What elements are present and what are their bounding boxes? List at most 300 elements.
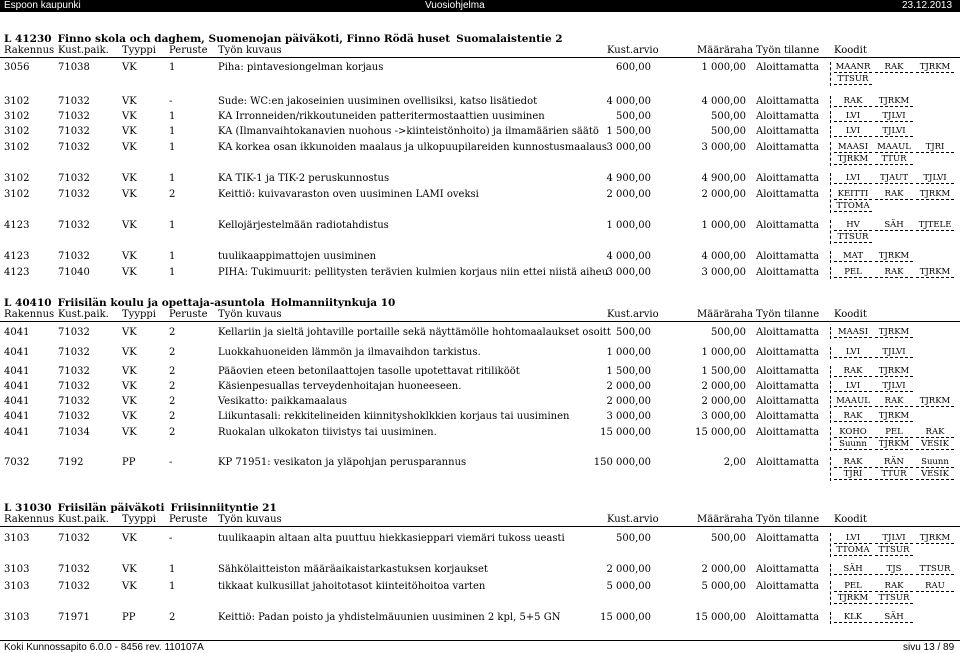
code-group [834, 533, 954, 557]
cell-peruste: 1 [169, 581, 176, 592]
table-row [0, 250, 960, 263]
cell-arvio: 3 000,00 [606, 267, 651, 278]
cell-maararaha: 2 000,00 [701, 381, 746, 392]
code-badge: RAK [875, 396, 913, 407]
code-badge: TTSUR [834, 74, 872, 85]
cell-arvio: 500,00 [616, 533, 651, 544]
table-row [0, 110, 960, 123]
cell-tyyppi: VK [122, 111, 137, 122]
table-row [0, 580, 960, 593]
column-header-tilanne: Työn tilanne [756, 514, 820, 525]
cell-arvio: 1 500,00 [606, 366, 651, 377]
code-group [834, 251, 954, 263]
cell-kuvaus: Luokkahuoneiden lämmön ja ilmavaihdon tarkistus. [218, 347, 481, 358]
cell-tilanne: Aloittamatta [756, 142, 820, 153]
code-badge: TJRKM [875, 96, 913, 107]
cell-arvio: 150 000,00 [593, 457, 651, 468]
code-badge: TJLVI [875, 126, 913, 137]
table-row [0, 172, 960, 185]
cell-peruste: - [169, 96, 173, 107]
cell-kust: 7192 [58, 457, 84, 468]
cell-peruste: 1 [169, 142, 176, 153]
code-badge: TTUR [875, 154, 913, 165]
code-group-border [830, 366, 831, 378]
code-badge: TTSUR [875, 593, 913, 604]
code-badge: TTSUR [916, 564, 954, 575]
section-title [4, 33, 569, 45]
cell-kust: 71032 [58, 220, 90, 231]
code-line [834, 366, 954, 378]
code-badge: RÄN [875, 457, 913, 468]
code-badge: VESIK [916, 469, 954, 480]
cell-kust: 71032 [58, 96, 90, 107]
code-badge: TJRKM [875, 411, 913, 422]
section-name: Finno skola och daghem, Suomenojan päiväkoti, Finno Rödä huset [57, 33, 451, 45]
cell-arvio: 1 000,00 [606, 347, 651, 358]
code-badge: KLK [834, 612, 872, 623]
cell-tyyppi: VK [122, 96, 137, 107]
code-badge: RAK [875, 581, 913, 592]
code-badge: LVI [834, 173, 872, 184]
column-header-tilanne: Työn tilanne [756, 45, 820, 56]
cell-tyyppi: VK [122, 411, 137, 422]
code-badge: LVI [834, 533, 872, 544]
section-code: L 31030 [4, 502, 52, 514]
code-group-border [830, 612, 831, 624]
cell-rak: 3103 [4, 612, 30, 623]
footer-page-number: sivu 13 / 89 [903, 642, 955, 653]
header-date: 23.12.2013 [902, 0, 953, 11]
code-badge: TTOMA [834, 545, 872, 556]
column-header-tyyppi: Tyyppi [122, 309, 156, 320]
code-line [834, 545, 954, 557]
cell-maararaha: 500,00 [711, 111, 746, 122]
column-header-tilanne: Työn tilanne [756, 309, 820, 320]
code-badge: LVI [834, 111, 872, 122]
code-group-border [830, 126, 831, 138]
cell-rak: 3056 [4, 62, 30, 73]
code-group [834, 142, 954, 166]
section-title [4, 297, 401, 309]
code-badge: MAAUL [875, 142, 913, 153]
code-line [834, 251, 954, 263]
code-badge: KOHO [834, 427, 872, 438]
cell-kuvaus: Piha: pintavesiongelman korjaus [218, 62, 384, 73]
code-badge: RAK [916, 427, 954, 438]
code-badge: Suunn [916, 457, 954, 468]
code-badge: TJRI [834, 469, 872, 480]
code-badge: TTOMA [834, 201, 872, 212]
cell-rak: 3102 [4, 142, 30, 153]
cell-rak: 3102 [4, 189, 30, 200]
cell-kust: 71032 [58, 111, 90, 122]
code-group [834, 96, 954, 108]
cell-peruste: 1 [169, 173, 176, 184]
code-group-border [830, 581, 831, 605]
section-title [4, 502, 283, 514]
column-header-kustpaik: Kust.paik. [58, 45, 109, 56]
cell-tyyppi: VK [122, 267, 137, 278]
column-header-koodit: Koodit [834, 45, 867, 56]
header-organization: Espoon kaupunki [4, 0, 81, 11]
code-badge: TTSUR [875, 545, 913, 556]
code-group-border [830, 564, 831, 576]
cell-kuvaus: KA TIK-1 ja TIK-2 peruskunnostus [218, 173, 390, 184]
cell-maararaha: 1 000,00 [701, 347, 746, 358]
code-badge: TJRKM [875, 366, 913, 377]
cell-tyyppi: VK [122, 220, 137, 231]
code-badge: MAASI [834, 142, 872, 153]
code-badge: TJAUT [875, 173, 913, 184]
code-line [834, 439, 954, 451]
section-name: Friisilän päiväkoti [57, 502, 165, 514]
footer-software-version: Koki Kunnossapito 6.0.0 - 8456 rev. 110107A [4, 642, 204, 653]
cell-tyyppi: PP [122, 457, 136, 468]
cell-peruste: 2 [169, 366, 176, 377]
code-badge: TJLVI [875, 347, 913, 358]
cell-tyyppi: VK [122, 581, 137, 592]
code-badge: SÄH [875, 612, 913, 623]
cell-kuvaus: Keittiö: Padan poisto ja yhdistelmäuunien uusiminen 2 kpl, 5+5 GN [218, 612, 561, 623]
cell-arvio: 3 000,00 [606, 142, 651, 153]
code-line [834, 347, 954, 359]
code-badge: RAK [875, 267, 913, 278]
cell-tyyppi: VK [122, 189, 137, 200]
code-badge: RAK [834, 366, 872, 377]
cell-tilanne: Aloittamatta [756, 111, 820, 122]
code-line [834, 62, 954, 74]
cell-kust: 71032 [58, 366, 90, 377]
cell-kust: 71032 [58, 126, 90, 137]
cell-arvio: 1 500,00 [606, 126, 651, 137]
cell-kuvaus: KA korkea osan ikkunoiden maalaus ja ulkopuupilareiden kunnostusmaalaus [218, 142, 607, 153]
column-header-kuvaus: Työn kuvaus [218, 309, 282, 320]
cell-peruste: 2 [169, 396, 176, 407]
cell-tyyppi: VK [122, 347, 137, 358]
code-badge: MAASI [834, 327, 872, 338]
code-line [834, 533, 954, 545]
cell-kuvaus: KA (Ilmanvaihtokanavien nuohous ->kiinteistönhoito) ja ilmamäärien säätö [218, 126, 599, 137]
cell-tilanne: Aloittamatta [756, 581, 820, 592]
code-badge: PEL [834, 581, 872, 592]
code-line [834, 173, 954, 185]
table-row [0, 326, 960, 339]
cell-maararaha: 1 000,00 [701, 62, 746, 73]
cell-peruste: 2 [169, 189, 176, 200]
code-badge: KEITTI [834, 189, 872, 200]
code-group [834, 347, 954, 359]
code-group [834, 366, 954, 378]
cell-kust: 71032 [58, 381, 90, 392]
code-line [834, 74, 954, 86]
code-line [834, 396, 954, 408]
cell-kust: 71032 [58, 347, 90, 358]
code-group [834, 457, 954, 481]
code-group [834, 381, 954, 393]
code-line [834, 581, 954, 593]
cell-peruste: 2 [169, 612, 176, 623]
code-badge: TJRKM [875, 327, 913, 338]
cell-peruste: 2 [169, 381, 176, 392]
cell-tilanne: Aloittamatta [756, 533, 820, 544]
code-line [834, 96, 954, 108]
cell-arvio: 2 000,00 [606, 381, 651, 392]
code-line [834, 411, 954, 423]
code-badge: TJLVI [875, 111, 913, 122]
cell-tilanne: Aloittamatta [756, 457, 820, 468]
table-row [0, 532, 960, 545]
cell-tyyppi: VK [122, 533, 137, 544]
cell-kust: 71032 [58, 189, 90, 200]
cell-kuvaus: Pääovien eteen betonilaattojen tasolle upotettavat ritilikööt [218, 366, 520, 377]
cell-rak: 3102 [4, 96, 30, 107]
column-header-row [0, 514, 960, 527]
cell-kuvaus: tuulikaappimattojen uusiminen [218, 251, 377, 262]
column-header-tyyppi: Tyyppi [122, 514, 156, 525]
table-row [0, 141, 960, 154]
cell-maararaha: 5 000,00 [701, 581, 746, 592]
cell-tilanne: Aloittamatta [756, 396, 820, 407]
cell-tilanne: Aloittamatta [756, 220, 820, 231]
column-header-koodit: Koodit [834, 309, 867, 320]
code-line [834, 232, 954, 244]
cell-rak: 4041 [4, 366, 30, 377]
code-line [834, 381, 954, 393]
cell-maararaha: 2 000,00 [701, 564, 746, 575]
cell-tilanne: Aloittamatta [756, 126, 820, 137]
cell-arvio: 3 000,00 [606, 411, 651, 422]
cell-rak: 4123 [4, 220, 30, 231]
column-header-kuvaus: Työn kuvaus [218, 45, 282, 56]
cell-arvio: 2 000,00 [606, 564, 651, 575]
code-group-border [830, 533, 831, 557]
cell-rak: 3102 [4, 126, 30, 137]
code-line [834, 189, 954, 201]
cell-tilanne: Aloittamatta [756, 612, 820, 623]
cell-kust: 71032 [58, 564, 90, 575]
section-address: Friisinniityntie 21 [170, 502, 277, 514]
code-badge: TJRI [916, 142, 954, 153]
code-badge: Suunn [834, 439, 872, 450]
table-row [0, 611, 960, 624]
cell-tyyppi: VK [122, 327, 137, 338]
cell-rak: 4041 [4, 396, 30, 407]
column-header-kustpaik: Kust.paik. [58, 514, 109, 525]
cell-maararaha: 15 000,00 [695, 612, 746, 623]
code-badge: MAAUL [834, 396, 872, 407]
cell-tilanne: Aloittamatta [756, 411, 820, 422]
code-group-border [830, 267, 831, 279]
cell-kuvaus: PIHA: Tukimuurit: pellitysten terävien kulmien korjaus niin ettei niistä aiheu [218, 267, 609, 278]
cell-maararaha: 3 000,00 [701, 267, 746, 278]
code-badge: TJRKM [916, 189, 954, 200]
cell-rak: 4041 [4, 347, 30, 358]
cell-peruste: 1 [169, 267, 176, 278]
code-badge: RAK [834, 96, 872, 107]
code-group [834, 564, 954, 576]
section-address: Holmanniitynkuja 10 [270, 297, 396, 309]
cell-tilanne: Aloittamatta [756, 62, 820, 73]
code-line [834, 154, 954, 166]
column-header-rakennus: Rakennus [4, 45, 55, 56]
table-row [0, 426, 960, 439]
cell-arvio: 4 000,00 [606, 251, 651, 262]
table-row [0, 410, 960, 423]
page-footer [0, 640, 960, 653]
cell-maararaha: 3 000,00 [701, 142, 746, 153]
code-badge: VESIK [916, 439, 954, 450]
cell-kuvaus: Kellariin ja sieltä johtaville portaille sekä näyttämölle hohtomaalaukset osoitt [218, 327, 611, 338]
cell-kuvaus: Keittiö: kuivavaraston oven uusiminen LAMI oveksi [218, 189, 479, 200]
code-badge: RAK [834, 411, 872, 422]
cell-rak: 3103 [4, 533, 30, 544]
code-line [834, 201, 954, 213]
code-group-border [830, 62, 831, 86]
cell-kust: 71038 [58, 62, 90, 73]
cell-maararaha: 2 000,00 [701, 396, 746, 407]
column-header-koodit: Koodit [834, 514, 867, 525]
cell-arvio: 4 000,00 [606, 96, 651, 107]
cell-peruste: 1 [169, 111, 176, 122]
cell-kust: 71032 [58, 396, 90, 407]
cell-maararaha: 500,00 [711, 533, 746, 544]
column-header-arvio: Kust.arvio [607, 514, 659, 525]
cell-tyyppi: VK [122, 366, 137, 377]
code-group [834, 173, 954, 185]
cell-kust: 71032 [58, 142, 90, 153]
code-group-border [830, 142, 831, 166]
cell-kust: 71032 [58, 327, 90, 338]
cell-kuvaus: Vesikatto: paikkamaalaus [218, 396, 347, 407]
cell-kust: 71032 [58, 533, 90, 544]
code-badge: RAK [834, 457, 872, 468]
code-group [834, 612, 954, 624]
code-badge: TJRKM [875, 251, 913, 262]
code-group-border [830, 173, 831, 185]
column-header-kuvaus: Työn kuvaus [218, 514, 282, 525]
cell-tilanne: Aloittamatta [756, 251, 820, 262]
cell-kust: 71040 [58, 267, 90, 278]
cell-tilanne: Aloittamatta [756, 327, 820, 338]
code-group-border [830, 427, 831, 451]
cell-tilanne: Aloittamatta [756, 366, 820, 377]
cell-kust: 71971 [58, 612, 90, 623]
cell-maararaha: 4 900,00 [701, 173, 746, 184]
code-badge: MAANR [835, 62, 871, 72]
cell-peruste: - [169, 457, 173, 468]
code-badge: TJS [875, 564, 913, 575]
code-group [834, 427, 954, 451]
cell-kuvaus: Kellojärjestelmään radiotahdistus [218, 220, 389, 231]
column-header-peruste: Peruste [169, 514, 208, 525]
section-address: Suomalaistentie 2 [456, 33, 563, 45]
cell-tilanne: Aloittamatta [756, 189, 820, 200]
cell-rak: 4041 [4, 411, 30, 422]
code-group-border [830, 220, 831, 244]
cell-arvio: 2 000,00 [606, 396, 651, 407]
cell-arvio: 5 000,00 [606, 581, 651, 592]
cell-tyyppi: VK [122, 564, 137, 575]
column-header-kustpaik: Kust.paik. [58, 309, 109, 320]
cell-kust: 71032 [58, 411, 90, 422]
code-group-border [830, 111, 831, 123]
cell-kuvaus: KA Irronneiden/rikkoutuneiden patteritermostaattien uusiminen [218, 111, 545, 122]
cell-tyyppi: VK [122, 381, 137, 392]
table-row [0, 456, 960, 469]
code-group-border [830, 457, 831, 481]
cell-kust: 71034 [58, 427, 90, 438]
cell-maararaha: 500,00 [711, 126, 746, 137]
code-line [834, 111, 954, 123]
code-group [834, 411, 954, 423]
cell-maararaha: 2,00 [723, 457, 746, 468]
table-row [0, 219, 960, 232]
table-row [0, 365, 960, 378]
code-badge: SÄH [834, 564, 872, 575]
cell-rak: 3103 [4, 581, 30, 592]
column-header-row [0, 309, 960, 322]
cell-kuvaus: tuulikaapin altaan alta puuttuu hiekkasieppari viemäri tukoss ueasti [218, 533, 565, 544]
cell-kuvaus: Liikuntasali: rekkitelineiden kiinnityshoklkkien korjaus tai uusiminen [218, 411, 570, 422]
code-group-border [830, 189, 831, 213]
column-header-peruste: Peruste [169, 45, 208, 56]
cell-kuvaus: Ruokalan ulkokaton tiivistys tai uusiminen. [218, 427, 437, 438]
code-line [834, 267, 954, 279]
column-header-maararaha: Määräraha [697, 514, 754, 525]
section-code: L 40410 [4, 297, 52, 309]
code-group-border [830, 347, 831, 359]
cell-arvio: 15 000,00 [600, 612, 651, 623]
cell-peruste: 1 [169, 251, 176, 262]
code-line [834, 469, 954, 481]
code-badge: LVI [834, 381, 872, 392]
code-badge: TJLVI [875, 381, 913, 392]
cell-maararaha: 4 000,00 [701, 251, 746, 262]
cell-kuvaus: tikkaat kulkusillat jahoitotasot kiinteitöhoitoa varten [218, 581, 486, 592]
cell-peruste: 1 [169, 220, 176, 231]
cell-peruste: 2 [169, 411, 176, 422]
code-badge: RAU [916, 581, 954, 592]
cell-peruste: 2 [169, 427, 176, 438]
column-header-rakennus: Rakennus [4, 309, 55, 320]
code-group-border [830, 251, 831, 263]
code-line [834, 142, 954, 154]
code-badge: TJRKM [875, 439, 913, 450]
code-group [834, 220, 954, 244]
cell-rak: 7032 [4, 457, 30, 468]
cell-kust: 71032 [58, 251, 90, 262]
code-group [834, 62, 954, 86]
column-header-arvio: Kust.arvio [607, 45, 659, 56]
cell-tyyppi: VK [122, 396, 137, 407]
cell-maararaha: 15 000,00 [695, 427, 746, 438]
cell-tyyppi: VK [122, 427, 137, 438]
code-badge: MAT [834, 251, 872, 262]
code-badge: SÄH [875, 220, 913, 231]
cell-tilanne: Aloittamatta [756, 347, 820, 358]
code-group-border [830, 396, 831, 408]
column-header-rakennus: Rakennus [4, 514, 55, 525]
cell-tilanne: Aloittamatta [756, 427, 820, 438]
column-header-row [0, 45, 960, 58]
code-badge: TJRKM [916, 533, 954, 544]
cell-kust: 71032 [58, 581, 90, 592]
code-badge: TJLVI [875, 533, 913, 544]
cell-rak: 4123 [4, 251, 30, 262]
header-document-title: Vuosiohjelma [425, 0, 485, 11]
cell-arvio: 2 000,00 [606, 189, 651, 200]
cell-peruste: 1 [169, 564, 176, 575]
